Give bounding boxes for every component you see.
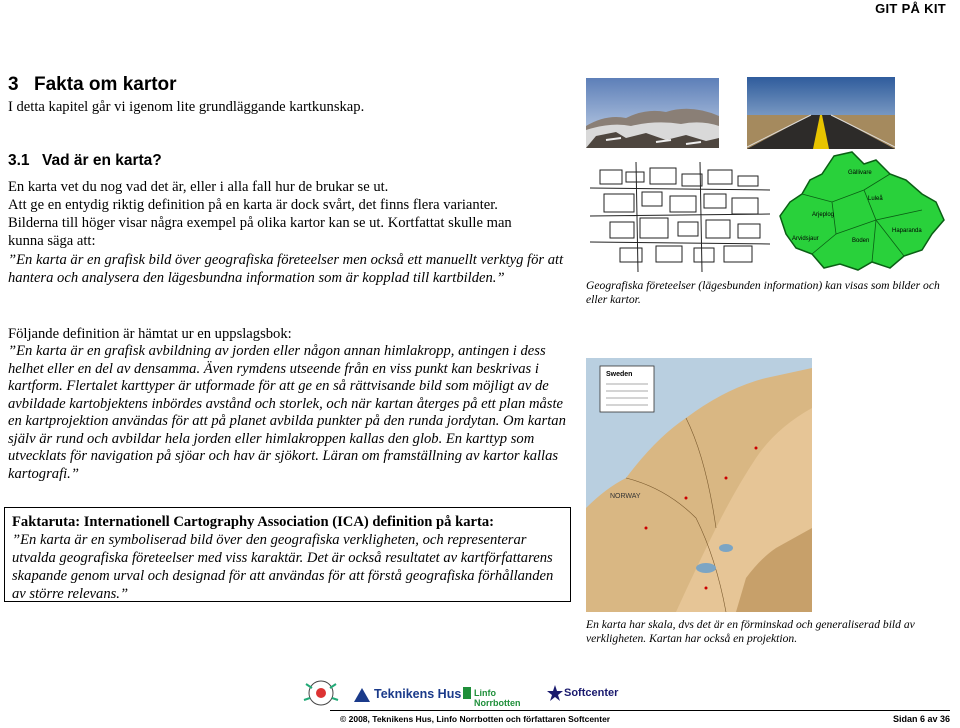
section-number: 3 (8, 74, 19, 95)
logo-emblem-icon (298, 678, 344, 708)
logo-linfo-norrbotten: Linfo Norrbotten (462, 686, 532, 702)
teknikens-hus-icon (352, 686, 372, 704)
subsection-number: 3.1 (8, 152, 30, 169)
linfo-icon (462, 686, 472, 700)
map-legend-title: Sweden (606, 371, 633, 378)
map-label-norway: NORWAY (610, 493, 641, 500)
softcenter-icon (546, 684, 564, 702)
paragraph-line: En karta vet du nog vad det är, eller i alla fall hur de brukar se ut. (8, 179, 389, 195)
paragraph-line: kunna säga att: (8, 233, 96, 249)
region-map (772, 150, 952, 274)
subsection-title: Vad är en karta? (42, 152, 162, 169)
logo-softcenter: Softcenter (546, 684, 616, 704)
road-photo (747, 77, 895, 149)
paragraph-line: Bilderna till höger visar några exempel på olika kartor kan se ut. Kortfattat skulle man (8, 215, 512, 231)
fact-box-title: Faktaruta: Internationell Cartography Association (ICA) definition på karta: (12, 514, 494, 530)
section-heading (8, 74, 177, 96)
subsection-heading (8, 152, 162, 170)
svg-text:Arjeplog: Arjeplog (812, 212, 835, 218)
section-title: Fakta om kartor (34, 74, 177, 95)
fact-box (4, 507, 571, 602)
footer-copyright: © 2008, Teknikens Hus, Linfo Norrbotten och författaren Softcenter (340, 714, 611, 724)
mountain-photo (586, 78, 719, 148)
caption-bottom: En karta har skala, dvs det är en förminskad och generaliserad bild av verkligheten. Kartan har också en projektion. (586, 618, 915, 645)
paragraph-line: Att ge en entydig riktig definition på en karta är dock svårt, det finns flera varianter. (8, 197, 498, 213)
logo-teknikens-hus: Teknikens Hus (352, 686, 476, 704)
svg-text:Gällivare: Gällivare (848, 170, 872, 176)
footer-rule (330, 710, 950, 711)
header-title: GIT PÅ KIT (875, 1, 946, 16)
svg-text:Boden: Boden (852, 238, 870, 244)
subsection-text (8, 178, 580, 250)
svg-text:Luleå: Luleå (868, 196, 883, 202)
footer-page-number: Sidan 6 av 36 (892, 714, 950, 724)
section-intro: I detta kapitel går vi igenom lite grundläggande kartkunskap. (8, 99, 365, 115)
svg-text:Arvidsjaur: Arvidsjaur (792, 236, 819, 242)
sketch-map (590, 162, 770, 272)
fact-box-body: ”En karta är en symboliserad bild över den geografiska verkligheten, och representerar utvalda geografiska företeelser med viss karaktär. Det är också resultatet av kartförfattarens skapande genom urval och designad för att användas för att förstå geografiska förhållanden av större relevans.” (12, 532, 554, 602)
svg-text:Haparanda: Haparanda (892, 228, 922, 234)
caption-top: Geografiska företeelser (lägesbunden information) kan visas som bilder och eller kartor. (586, 279, 940, 306)
quote-definition-2: ”En karta är en grafisk avbildning av jorden eller någon annan himlakropp, antingen i dess helhet eller en del av densamma. Även rymdens utseende från en viss punkt kan beskrivas i kartform. Flertalet karttyper är utformade för att ge en så rättvisande bild som möjligt av de avbildade kartobjektens inbördes avstånd och storlek, och när kartan återges på ett plan måste en kartprojektion användas för att på planet avbilda punkter på den runda jordytan. Om kartan själv är rund och avbildar hela jorden eller himlakroppen kallas den glob. En karttyp som utvecklats för navigation på sjöar och hav är sjökort. Läran om framställning av kartor kallas kartografi.” (8, 343, 566, 482)
definition-intro: Följande definition är hämtat ur en uppslagsbok: (8, 326, 292, 342)
scandinavia-map (586, 358, 812, 612)
quote-definition-1: ”En karta är en grafisk bild över geografiska företeelser men också ett manuellt verktyg för att hantera och analysera den lägesbundna information som är kopplad till kartbilden.” (8, 252, 564, 286)
